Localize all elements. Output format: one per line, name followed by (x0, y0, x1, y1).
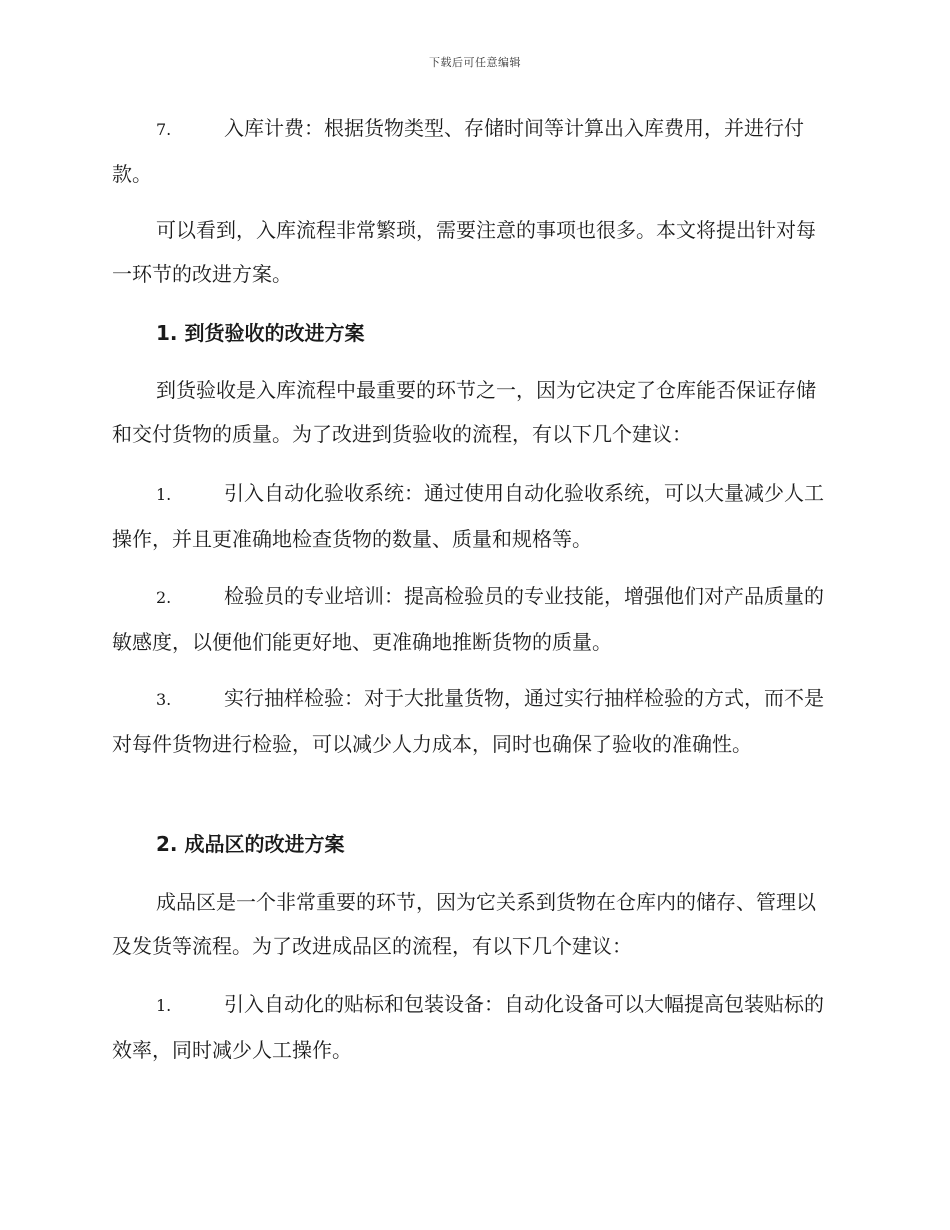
section-1-paragraph: 到货验收是入库流程中最重要的环节之一，因为它决定了仓库能否保证存储和交付货物的质量。为了改进到货验收的流程，有以下几个建议： (112, 378, 816, 446)
list-number: 1. (156, 996, 172, 1015)
list-item-7 (112, 106, 834, 196)
section-heading-1: 1. 到货验收的改进方案 (156, 321, 365, 345)
section-2-list-item-1 (112, 982, 834, 1072)
intro-paragraph: 可以看到，入库流程非常繁琐，需要注意的事项也很多。本文将提出针对每一环节的改进方案。 (112, 218, 816, 286)
list-number: 3. (156, 690, 172, 709)
list-text: 检验员的专业培训：提高检验员的专业技能，增强他们对产品质量的敏感度，以便他们能更好地、更准确地推断货物的质量。 (112, 584, 824, 654)
list-number: 1. (156, 485, 172, 504)
section-2-paragraph: 成品区是一个非常重要的环节，因为它关系到货物在仓库内的储存、管理以及发货等流程。为了改进成品区的流程，有以下几个建议： (112, 890, 816, 958)
section-1-list-item-2 (112, 574, 834, 664)
list-text: 实行抽样检验：对于大批量货物，通过实行抽样检验的方式，而不是对每件货物进行检验，可以减少人力成本，同时也确保了验收的准确性。 (112, 686, 824, 756)
list-number: 2. (156, 588, 172, 607)
page-header: 下载后可任意编辑 (429, 56, 521, 69)
section-1-list-item-3 (112, 676, 834, 766)
list-text: 引入自动化验收系统：通过使用自动化验收系统，可以大量减少人工操作，并且更准确地检查货物的数量、质量和规格等。 (112, 481, 824, 551)
section-heading-2: 2. 成品区的改进方案 (156, 832, 345, 856)
list-text: 引入自动化的贴标和包装设备：自动化设备可以大幅提高包装贴标的效率，同时减少人工操作。 (112, 992, 824, 1062)
list-number: 7. (156, 120, 172, 139)
section-1-list-item-1 (112, 471, 834, 561)
list-text: 入库计费：根据货物类型、存储时间等计算出入库费用，并进行付款。 (112, 116, 804, 186)
